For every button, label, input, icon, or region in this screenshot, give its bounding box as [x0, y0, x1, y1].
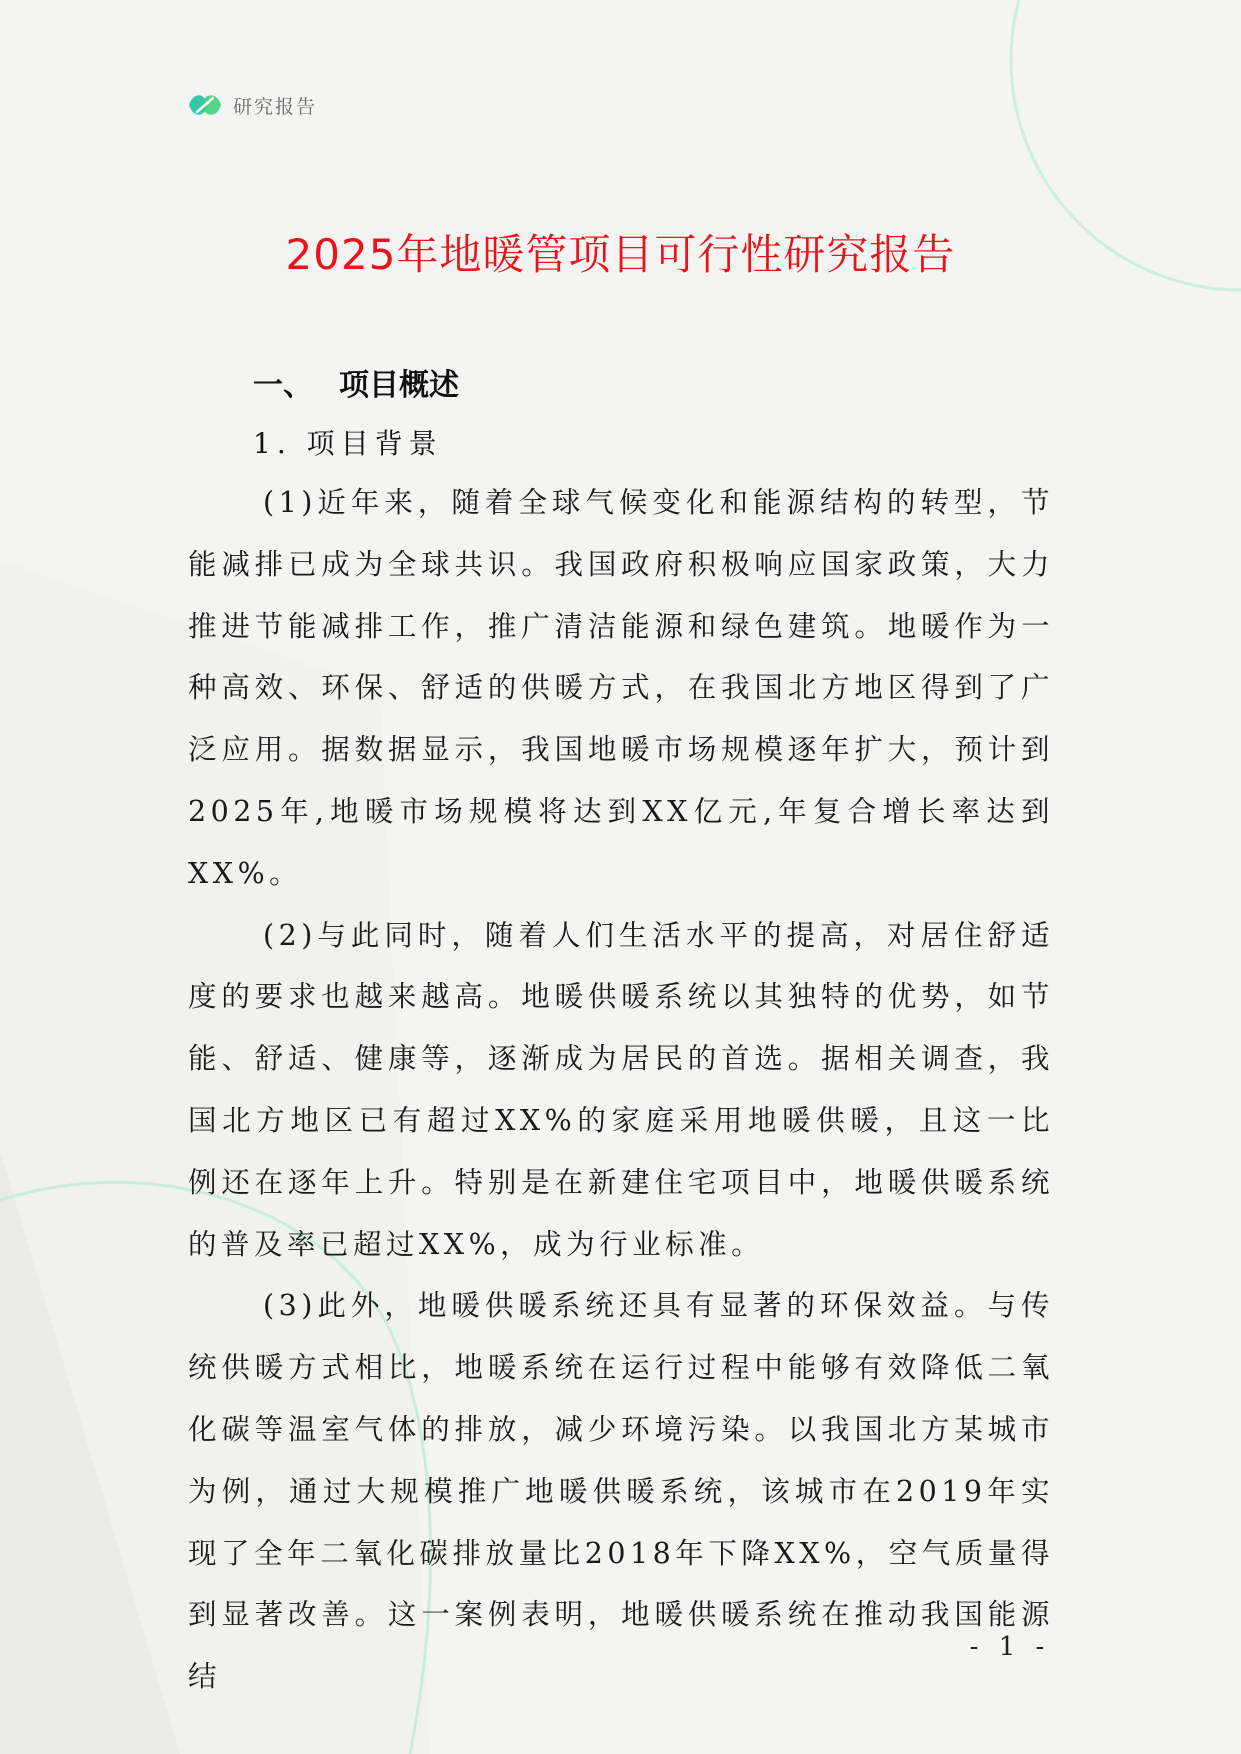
paragraph-3: (3)此外，地暖供暖系统还具有显著的环保效益。与传统供暖方式相比，地暖系统在运行过程中能够有效降低二氧化碳等温室气体的排放，减少环境污染。以我国北方某城市为例，通过大规模推广地暖供暖系统，该城市在2019年实现了全年二氧化碳排放量比2018年下降XX%，空气质量得到显著改善。这一案例表明，地暖供暖系统在推动我国能源结 [188, 1289, 1054, 1694]
body-text [188, 472, 1054, 1708]
page-number: - 1 - [969, 1632, 1051, 1662]
section-heading [253, 360, 459, 404]
paragraph-2: (2)与此同时，随着人们生活水平的提高，对居住舒适度的要求也越来越高。地暖供暖系统以其独特的优势，如节能、舒适、健康等，逐渐成为居民的首选。据相关调查，我国北方地区已有超过XX%的家庭采用地暖供暖，且这一比例还在逐年上升。特别是在新建住宅项目中，地暖供暖系统的普及率已超过XX%，成为行业标准。 [188, 918, 1054, 1261]
leaf-logo-icon [187, 90, 223, 120]
section-title: 项目概述 [339, 368, 459, 403]
header [187, 90, 317, 120]
subsection-heading: 1. 项目背景 [253, 427, 443, 460]
document-title: 2025年地暖管项目可行性研究报告 [285, 230, 956, 279]
paragraph-1: (1)近年来，随着全球气候变化和能源结构的转型，节能减排已成为全球共识。我国政府积极响应国家政策，大力推进节能减排工作，推广清洁能源和绿色建筑。地暖作为一种高效、环保、舒适的供暖方式，在我国北方地区得到了广泛应用。据数据显示，我国地暖市场规模逐年扩大，预计到2025年,地暖市场规模将达到XX亿元,年复合增长率达到XX%。 [188, 486, 1054, 890]
section-number: 一、 [253, 368, 313, 403]
brand-label: 研究报告 [233, 95, 318, 118]
